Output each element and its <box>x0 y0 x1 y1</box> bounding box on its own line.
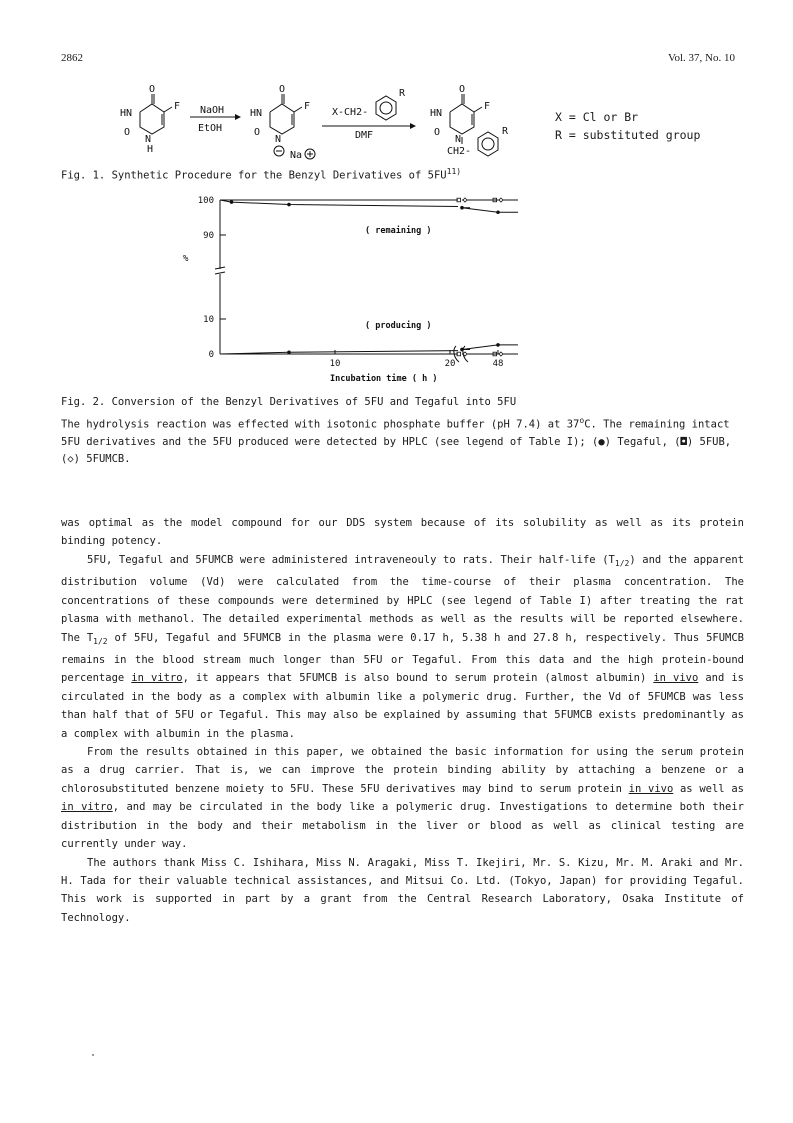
series-line-tail <box>462 208 518 213</box>
p2-in-vivo: in vivo <box>653 672 699 685</box>
paragraph-2 <box>61 551 744 743</box>
y-tick-label: 10 <box>203 315 214 325</box>
5fu-structure <box>140 94 172 134</box>
svg-text:H: H <box>147 144 154 155</box>
svg-text:O: O <box>124 127 131 138</box>
scheme-definitions <box>555 108 700 144</box>
series-line-tail <box>462 345 518 350</box>
x-tick-label: 20 <box>444 359 456 369</box>
x-axis-label: Incubation time ( h ) <box>330 374 438 384</box>
figure-2-legend-line-2 <box>61 434 741 452</box>
svg-text:F: F <box>484 101 491 112</box>
definition-x: X = Cl or Br <box>555 110 639 124</box>
series-line <box>220 351 458 354</box>
reagent-dmf: DMF <box>355 130 374 141</box>
y-axis-break <box>215 267 225 274</box>
figure-2-legend-line-3 <box>61 451 741 469</box>
svg-text:HN: HN <box>120 108 133 119</box>
page-number: 2862 <box>61 52 83 64</box>
marker-open-diamond <box>499 352 503 356</box>
journal-volume: Vol. 37, No. 10 <box>667 52 735 64</box>
figure-2-title: Fig. 2. Conversion of the Benzyl Derivatives of 5FU and Tegaful into 5FU <box>61 396 517 408</box>
paragraph-3 <box>61 743 744 853</box>
marker-filled-circle <box>460 348 464 352</box>
legend-text-b: C. The remaining intact <box>584 418 730 430</box>
x-tick-label: 10 <box>329 359 341 369</box>
p3-text-a: From the results obtained in this paper, we obtained the basic information for using the serum protein as a drug carrier. That is, we can improve the protein binding ability by attaching a benzene or a chlorosubstituted benzene moiety to 5FU. These 5FU derivatives may bind to serum protein <box>61 746 744 795</box>
svg-text:HN: HN <box>430 108 443 119</box>
remaining-annotation: ( remaining ) <box>365 226 432 236</box>
legend-text-d2: ) 5FUMCB. <box>73 453 131 465</box>
p2-subscript-1: 1/2 <box>614 558 630 568</box>
svg-text:N: N <box>275 134 282 145</box>
scan-speck <box>92 1054 94 1056</box>
reagent-etoh: EtOH <box>198 123 223 134</box>
p3-text-c: , and may be circulated in the body like a polymeric drug. Investigations to determine both their distribution in the body and their metabolism in the liver or blood as well as clinical testing are currently under way. <box>61 801 744 851</box>
figure-2-caption <box>61 394 741 469</box>
svg-text:O: O <box>459 84 466 95</box>
filled-circle-marker-icon: ● <box>598 435 605 448</box>
reagent-benzyl-halide: X-CH2- <box>332 107 369 118</box>
svg-text:O: O <box>149 84 156 95</box>
definition-r: R = substituted group <box>555 128 701 142</box>
legend-text-d1: ( <box>61 453 68 465</box>
paragraph-4: The authors thank Miss C. Ishihara, Miss N. Aragaki, Miss T. Ikejiri, Mr. S. Kizu, Mr. M. Araki and Mr. H. Tada for their valuable technical assistances, and Mitsui Co. Ltd. (Tokyo, Japan) for providing Tegaful. This work is supported in part by a grant from the Central Research Laboratory, Osaka Institute of Technology. <box>61 856 744 924</box>
svg-text:F: F <box>174 101 181 112</box>
series-line <box>220 200 458 206</box>
figure-1-caption <box>61 167 461 182</box>
figure-2-legend-line-1 <box>61 412 741 434</box>
p3-text-b: as well as <box>673 782 744 795</box>
marker-filled-circle <box>460 206 464 210</box>
legend-text-c: 5FU derivatives and the 5FU produced were detected by HPLC (see legend of Table I); ( <box>61 435 599 448</box>
legend-text-c3: ) 5FUB, <box>686 435 732 448</box>
marker-filled-circle <box>287 203 291 207</box>
marker-filled-circle <box>230 200 234 204</box>
svg-text:F: F <box>304 101 311 112</box>
producing-annotation: ( producing ) <box>365 321 432 331</box>
svg-text:N: N <box>455 134 462 145</box>
svg-text:O: O <box>254 127 261 138</box>
y-axis-label: % <box>183 254 189 264</box>
svg-text:O: O <box>279 84 286 95</box>
body-text <box>61 514 744 927</box>
y-tick-label: 0 <box>208 350 214 360</box>
legend-text-c2: ) Tegaful, ( <box>604 435 681 448</box>
paragraph-1: was optimal as the model compound for our DDS system because of its solubility as well as its protein binding potency. <box>61 517 744 548</box>
p3-in-vivo: in vivo <box>628 782 674 795</box>
marker-filled-circle <box>496 343 500 347</box>
svg-text:R: R <box>502 126 509 137</box>
sodium-label: Na <box>290 150 303 161</box>
marker-filled-circle <box>496 210 500 214</box>
open-diamond-marker-icon: ◇ <box>67 453 74 465</box>
open-square-marker-icon: ◘ <box>680 435 687 448</box>
p2-in-vitro: in vitro <box>131 672 183 685</box>
y-tick-label: 100 <box>197 196 214 206</box>
marker-open-diamond <box>463 198 467 202</box>
svg-text:N: N <box>145 134 152 145</box>
svg-text:O: O <box>434 127 441 138</box>
svg-text:HN: HN <box>250 108 263 119</box>
y-tick-label: 90 <box>203 231 214 241</box>
5fu-sodium-salt-structure <box>270 94 302 134</box>
x-tick-label: 48 <box>492 359 504 369</box>
figure-1-caption-text: Fig. 1. Synthetic Procedure for the Benzyl Derivatives of 5FU <box>61 169 447 182</box>
p2-text-e: and is circulated in the body as a complex with albumin like a polymeric drug. Further, the Vd of 5FUMCB was less than half that of 5FU or Tegaful. This may also be explained by assuming that 5FUMCB exists predominantly as a complex with albumin in the plasma. <box>61 672 744 740</box>
svg-text:CH2-: CH2- <box>447 146 472 157</box>
p2-text-b: ) and the apparent distribution volume (Vd) were calculated from the time-course of their plasma concentration. The concentrations of these compounds were determined by HPLC (see legend of Table I) after treating the rat plasma with methanol. The detailed experimental methods as well as the results will be reported elsewhere. The T <box>61 553 745 644</box>
p3-in-vitro: in vitro <box>61 801 113 814</box>
svg-text:R: R <box>399 88 406 99</box>
degree-sign: o <box>579 415 585 425</box>
p2-text-d: , it appears that 5FUMCB is also bound to serum protein (almost albumin) <box>182 672 654 685</box>
marker-open-diamond <box>499 198 503 202</box>
legend-text-a: The hydrolysis reaction was effected with isotonic phosphate buffer (pH 7.4) at 37 <box>61 418 580 430</box>
p2-subscript-2: 1/2 <box>93 636 108 646</box>
figure-1-reference: 11) <box>446 167 462 176</box>
conversion-chart <box>180 188 540 388</box>
reagent-naoh: NaOH <box>200 105 225 116</box>
p2-text-c: of 5FU, Tegaful and 5FUMCB in the plasma were 0.17 h, 5.38 h and 27.8 h, respectively. Thus 5FUMCB remains in the blood stream much longer than 5FU or Tegaful. From this data and the high protein-bound percentage <box>61 631 744 685</box>
p2-text-a: 5FU, Tegaful and 5FUMCB were administered intraveneouly to rats. Their half-life (T <box>87 553 615 566</box>
